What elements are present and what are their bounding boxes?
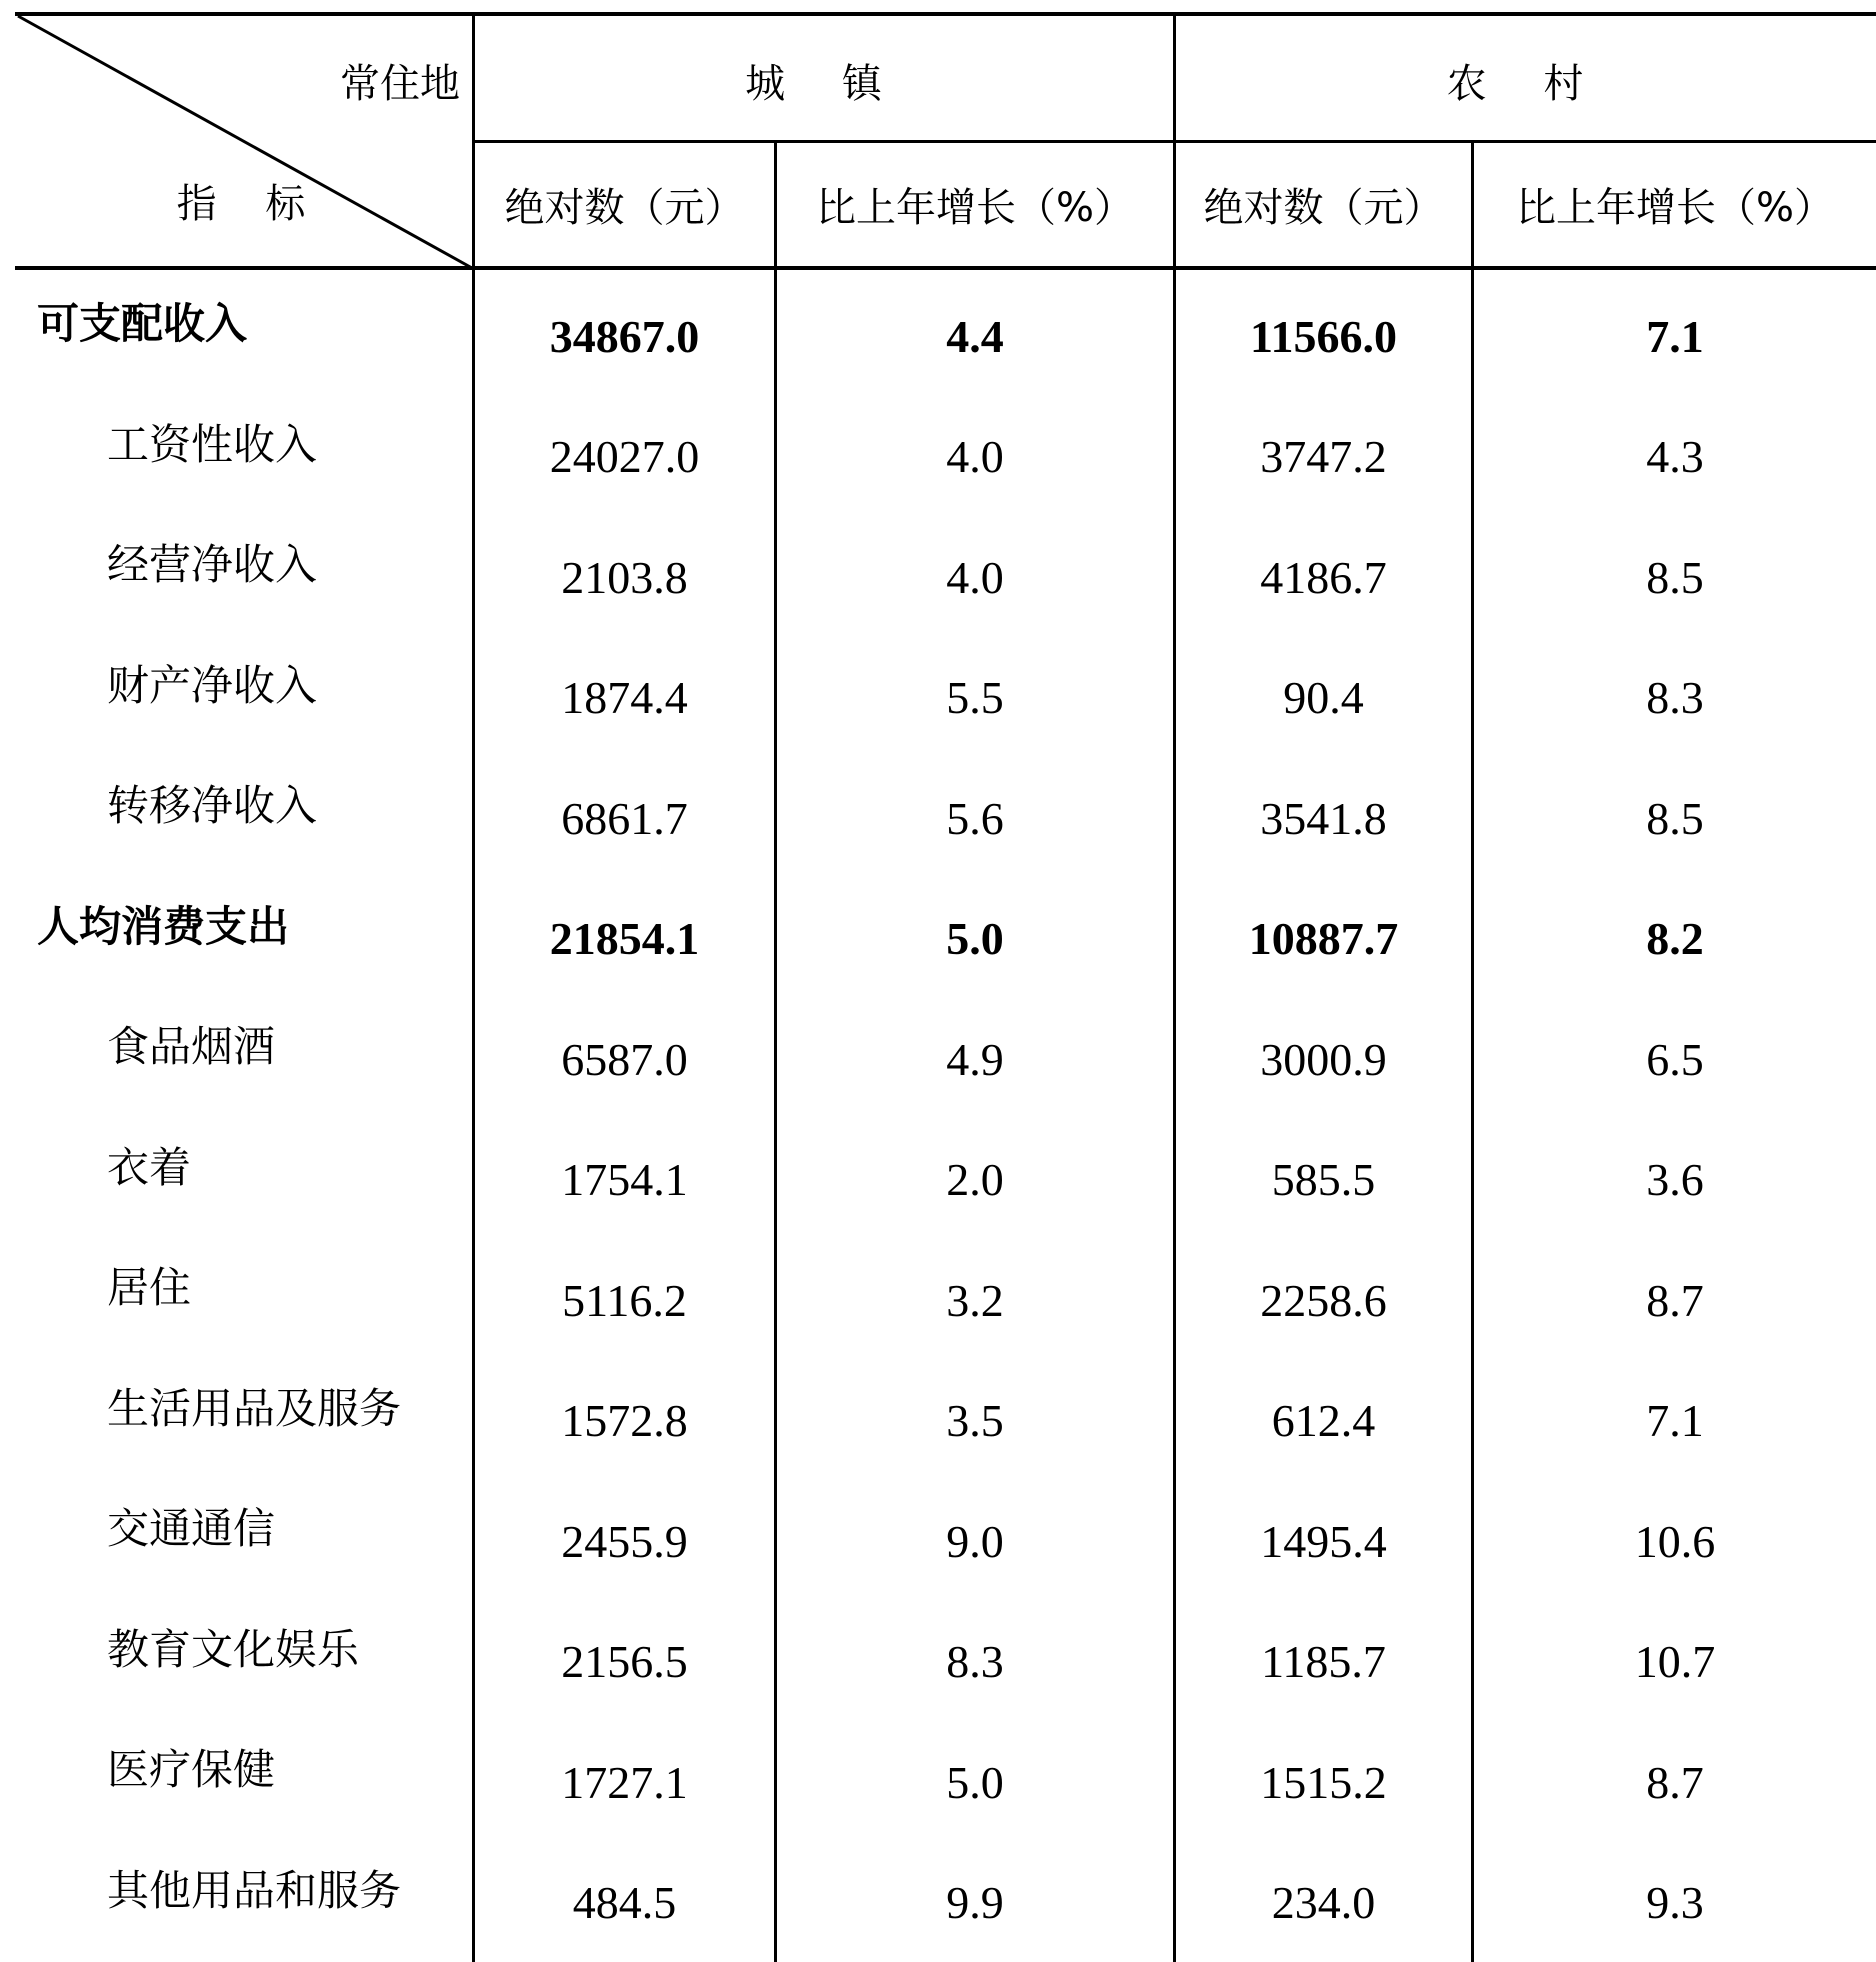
row-value: 2103.8 [561,551,688,603]
row-value: 10.6 [1634,1515,1716,1567]
row-value: 8.2 [1646,913,1704,964]
row-value: 5116.2 [562,1274,687,1326]
row-label: 食品烟酒 [107,1022,276,1071]
row-value: 1515.2 [1260,1756,1387,1808]
row-value: 4.0 [946,551,1004,603]
corner-bottom-label: 指 标 [176,180,324,227]
row-value: 8.5 [1646,792,1704,844]
row-label: 可支配收入 [37,299,248,348]
row-label: 经营净收入 [107,540,318,589]
row-value: 8.3 [946,1636,1004,1687]
row-value: 8.7 [1646,1274,1704,1326]
row-value: 8.3 [1646,672,1704,723]
row-value: 10887.7 [1248,913,1399,964]
row-value: 3.6 [1646,1154,1704,1205]
row-value: 1495.4 [1260,1515,1387,1567]
row-value: 7.1 [1646,1395,1704,1446]
row-label: 医疗保健 [107,1745,276,1794]
row-value: 3747.2 [1260,431,1387,482]
row-label: 交通通信 [107,1504,276,1553]
group-header-rural: 农 村 [1446,60,1606,107]
subheader-rural-absolute: 绝对数（元） [1203,184,1444,231]
row-label: 转移净收入 [107,781,318,830]
row-value: 2455.9 [561,1515,688,1567]
row-value: 10.7 [1634,1636,1716,1687]
row-value: 9.9 [946,1877,1004,1928]
group-header-urban: 城 镇 [745,60,904,107]
row-value: 21854.1 [549,913,700,964]
row-value: 1572.8 [561,1395,688,1446]
row-label: 工资性收入 [107,419,318,469]
row-value: 612.4 [1271,1395,1376,1446]
row-value: 6.5 [1646,1033,1704,1085]
row-value: 9.3 [1646,1877,1704,1928]
row-value: 4.3 [1646,431,1704,482]
row-value: 5.0 [946,1756,1004,1808]
row-value: 5.5 [946,672,1004,723]
row-value: 3000.9 [1260,1033,1387,1085]
row-value: 6861.7 [561,792,688,844]
row-value: 9.0 [946,1515,1004,1567]
row-value: 2.0 [946,1154,1004,1205]
row-value: 11566.0 [1250,310,1397,362]
row-value: 3.5 [946,1395,1004,1446]
row-value: 4186.7 [1260,551,1387,603]
subheader-rural-growth: 比上年增长（%） [1515,184,1834,231]
row-value: 8.7 [1646,1756,1704,1808]
row-label: 生活用品及服务 [107,1383,402,1433]
row-value: 4.9 [946,1033,1004,1085]
row-label: 人均消费支出 [37,901,290,951]
subheader-urban-absolute: 绝对数（元） [504,184,745,231]
row-label: 教育文化娱乐 [107,1624,360,1674]
row-value: 3.2 [946,1274,1004,1326]
row-value: 5.6 [946,792,1004,844]
row-value: 4.4 [946,310,1004,362]
row-value: 3541.8 [1260,792,1387,844]
row-value: 2156.5 [561,1636,688,1687]
row-value: 1727.1 [561,1756,688,1808]
row-value: 7.1 [1646,310,1704,362]
row-value: 2258.6 [1260,1274,1387,1326]
row-value: 6587.0 [561,1033,688,1085]
row-value: 1874.4 [561,672,688,723]
subheader-urban-growth: 比上年增长（%） [815,184,1134,231]
row-label: 居住 [107,1263,192,1312]
row-value: 24027.0 [549,431,700,482]
row-value: 1185.7 [1261,1636,1386,1687]
row-value: 1754.1 [561,1154,688,1205]
row-label: 衣着 [107,1142,192,1192]
row-value: 484.5 [572,1877,677,1928]
row-value: 90.4 [1283,672,1364,723]
row-label: 财产净收入 [107,660,318,710]
row-value: 4.0 [946,431,1004,482]
row-label: 其他用品和服务 [107,1865,402,1915]
row-value: 8.5 [1646,551,1704,603]
corner-top-label: 常住地 [340,60,460,107]
row-value: 5.0 [946,913,1004,964]
row-value: 34867.0 [549,310,700,362]
row-value: 585.5 [1271,1154,1376,1205]
row-value: 234.0 [1271,1877,1376,1928]
